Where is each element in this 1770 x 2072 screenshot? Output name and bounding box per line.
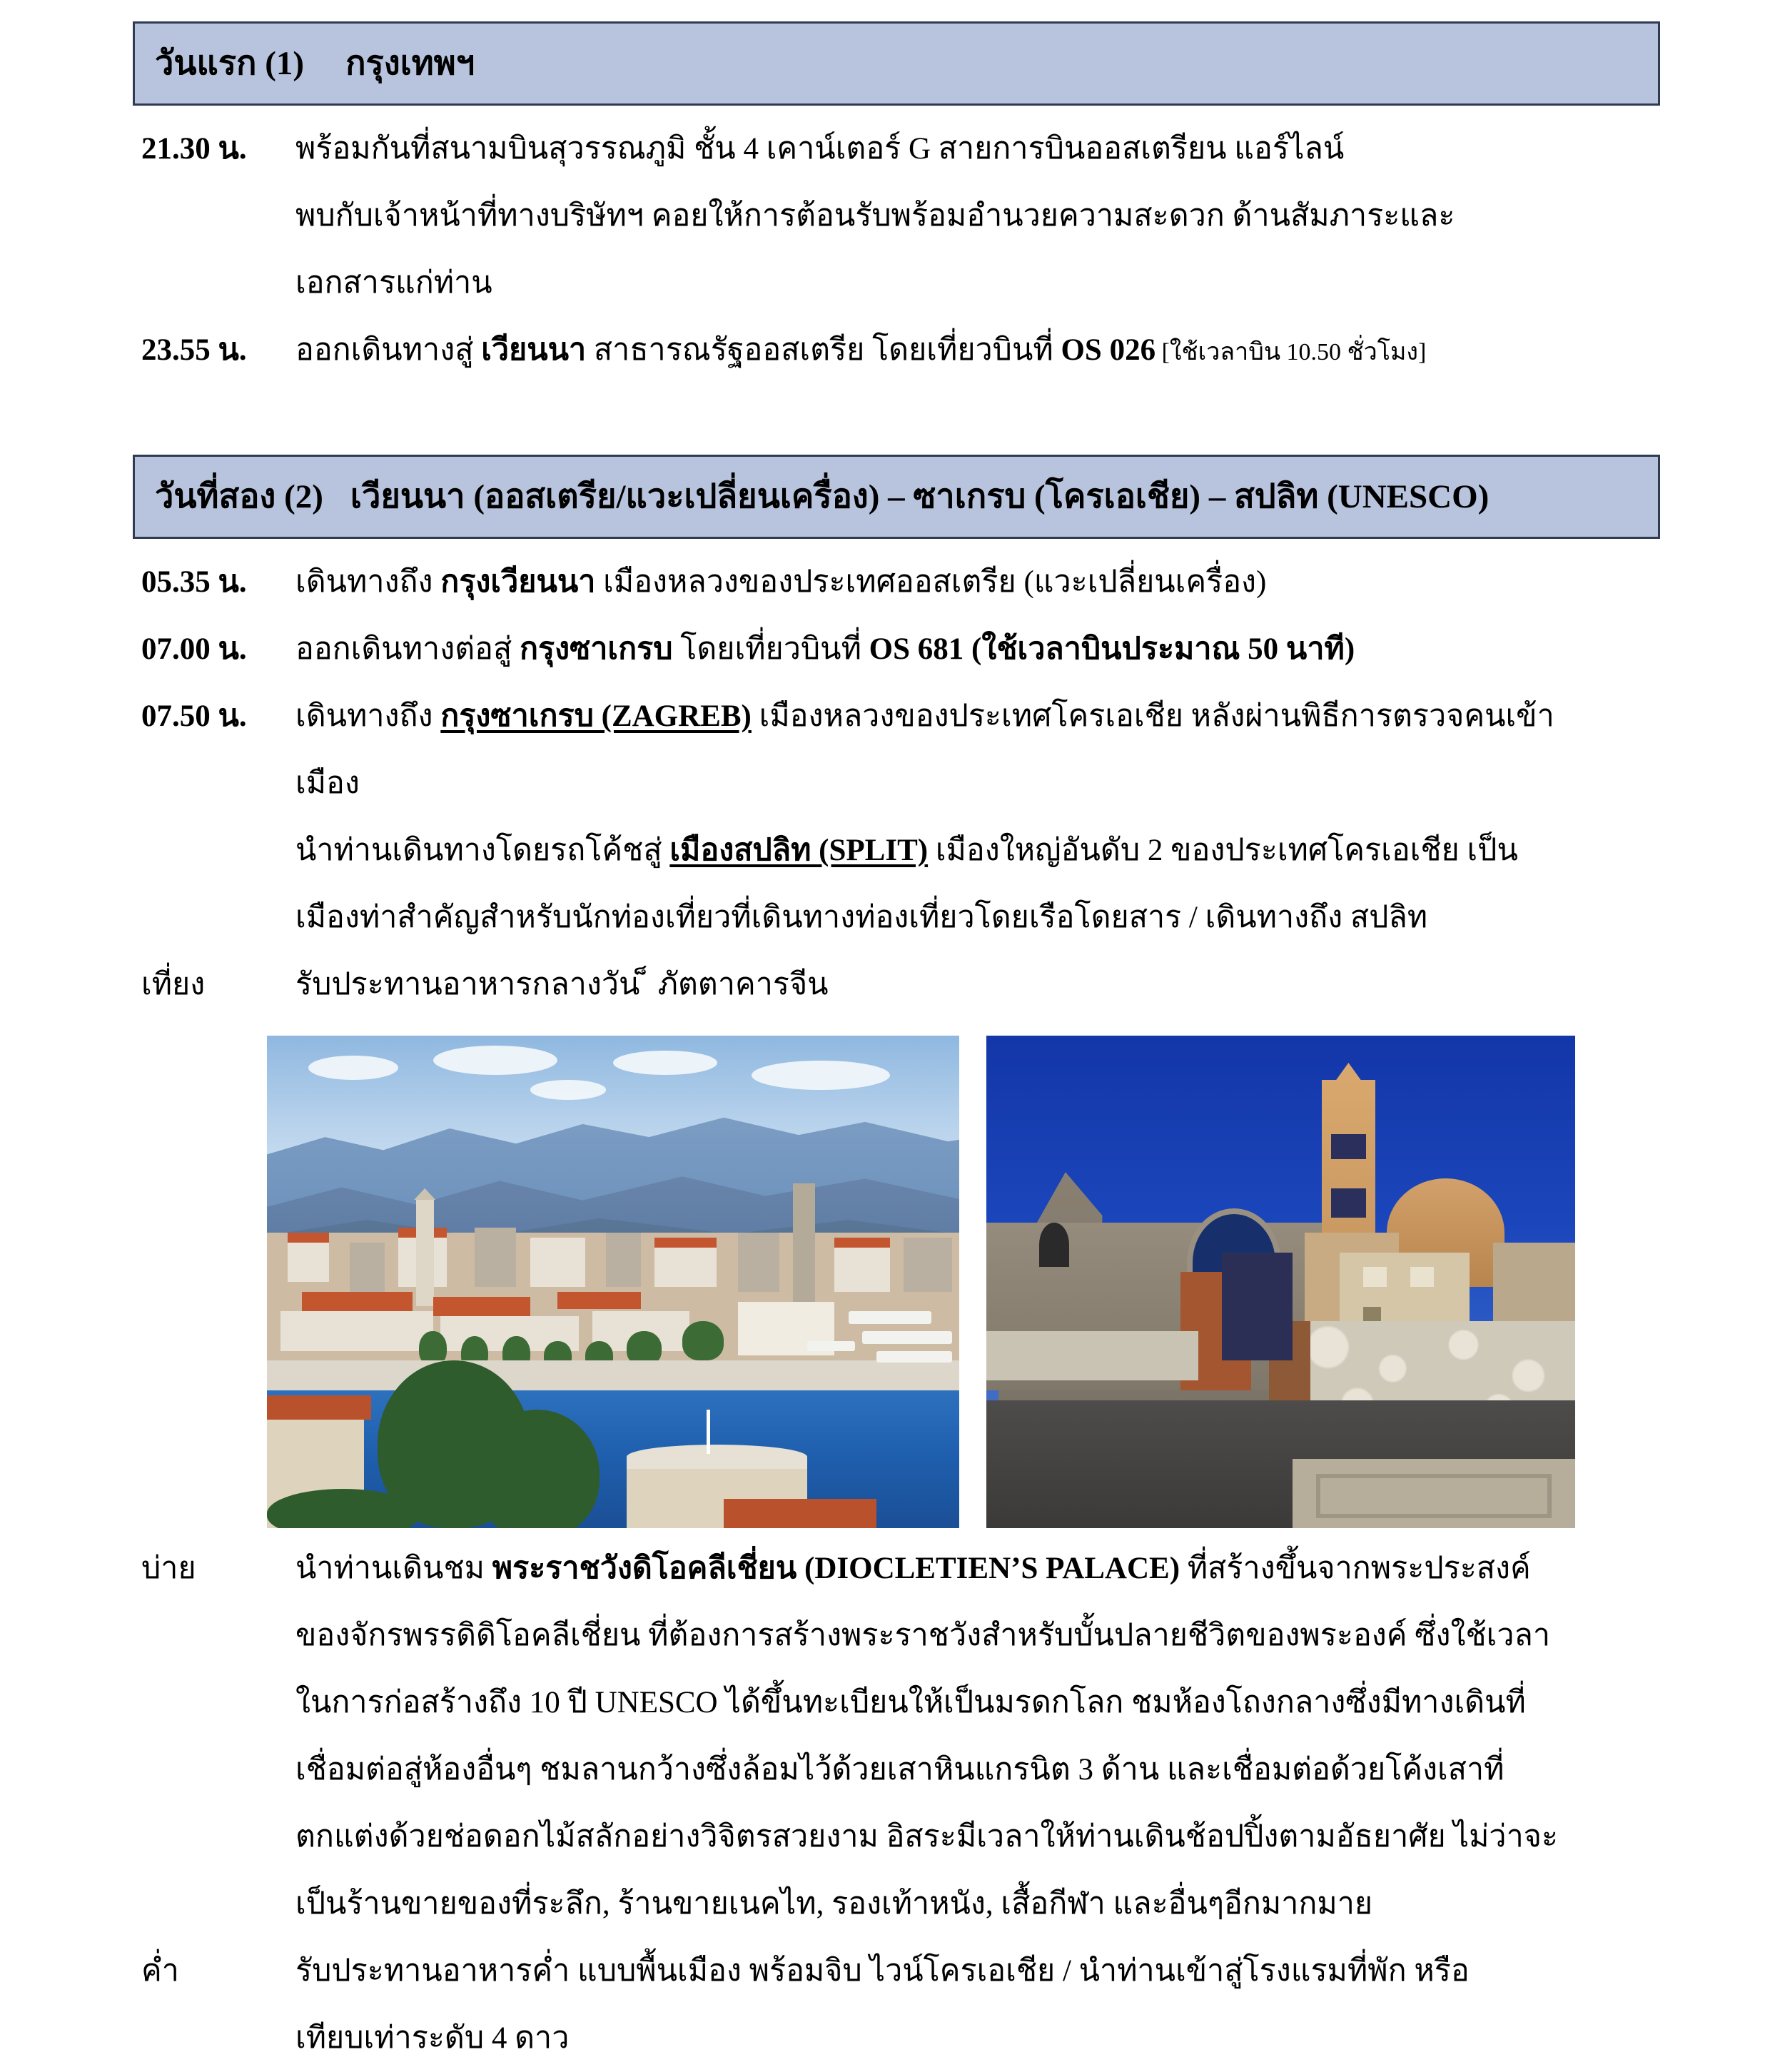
day2-entry-0535-line1 — [295, 549, 1660, 616]
diocletian-palace-photo — [986, 1036, 1575, 1528]
day1-entry-2130-line1: พร้อมกันที่สนามบินสุวรรณภูมิ ชั้น 4 เคาน์เตอร์ G สายการบินออสเตรียน แอร์ไลน์ — [295, 132, 1345, 166]
cloud-icon — [433, 1046, 558, 1075]
day2-entry-0700-line1 — [295, 616, 1660, 683]
day2-e1-post: เมืองหลวงของประเทศออสเตรีย (แวะเปลี่ยนเครื่อง) — [595, 565, 1267, 599]
day1-entry-2130-line3: เอกสารแก่ท่าน — [295, 266, 492, 300]
day2-dinner-line2: เทียบเท่าระดับ 4 ดาว — [295, 2021, 570, 2055]
day2-lunch-line1: รับประทานอาหารกลางวัน ็ ภัตตาคารจีน — [295, 968, 829, 1001]
cloud-icon — [530, 1080, 607, 1100]
day2-afternoon-line2: ของจักรพรรดิดิโอคลีเชี่ยน ที่ต้องการสร้างพระราชวังสำหรับบั้นปลายชีวิตของพระองค์ ซึ่งใช้เวลา — [295, 1619, 1550, 1652]
roof-cluster — [302, 1292, 413, 1312]
day1-entry-2130-time: 21.30 น. — [141, 132, 247, 166]
day2-afternoon-line3: ในการก่อสร้างถึง 10 ปี UNESCO ได้ขึ้นทะเบียนให้เป็นมรดกโลก ชมห้องโถงกลางซึ่งมีทางเดินที่ — [295, 1686, 1526, 1719]
day2-afternoon-desc — [295, 1535, 1660, 1938]
cloud-icon — [308, 1056, 398, 1081]
day2-entry-0750-line1 — [295, 683, 1660, 750]
building — [834, 1243, 890, 1292]
roof — [288, 1233, 329, 1243]
day2-entry-0700 — [133, 616, 1660, 683]
day2-entry-0750-line3 — [295, 817, 1660, 884]
day2-e3-pre: เดินทางถึง — [295, 699, 441, 733]
day2-entry-0535-desc — [295, 549, 1660, 616]
high-rise-tower — [793, 1183, 815, 1302]
day2-entry-0750-line4: เมืองท่าสำคัญสำหรับนักท่องเที่ยวที่เดินทางท่องเที่ยวโดยเรือโดยสาร / เดินทางถึง สปลิท — [295, 901, 1428, 934]
day1-flight-number: OS 026 — [1061, 333, 1156, 367]
day2-label: วันที่สอง (2) — [155, 477, 323, 515]
day1-title: กรุงเทพฯ — [345, 44, 475, 82]
waterfront-buildings — [280, 1311, 433, 1350]
day2-flight-number: OS 681 (ใช้เวลาบินประมาณ 50 นาที) — [869, 632, 1355, 666]
day2-title: เวียนนา (ออสเตรีย/แวะเปลี่ยนเครื่อง) – ซาเกรบ (โครเอเชีย) – สปลิท (UNESCO) — [350, 477, 1490, 515]
day2-e3-l3-post: เมืองใหญ่อันดับ 2 ของประเทศโครเอเชีย เป็น — [928, 834, 1518, 867]
section-gap — [133, 386, 1660, 455]
day2-entry-0700-time: 07.00 น. — [141, 632, 247, 666]
roof — [654, 1238, 717, 1248]
day2-header-bar — [133, 455, 1660, 539]
day2-entry-0535-time: 05.35 น. — [141, 565, 247, 599]
building — [288, 1238, 329, 1282]
day2-entry-0700-desc — [295, 616, 1660, 683]
day2-afternoon-line4: เชื่อมต่อสู่ห้องอื่นๆ ชมลานกว้างซึ่งล้อมไว้ด้วยเสาหินแกรนิต 3 ด้าน และเชื่อมต่อด้วยโค้งเสาที่ — [295, 1753, 1504, 1787]
day1-entry-2130-desc — [295, 116, 1660, 317]
foreground-tree — [475, 1410, 600, 1528]
day2-destination-zagreb: กรุงซาเกรบ — [519, 632, 673, 666]
harbour-promenade — [267, 1360, 959, 1390]
day2-dinner-desc — [295, 1938, 1660, 2072]
day2-e2-mid: โดยเที่ยวบินที่ — [672, 632, 869, 666]
roof-cluster — [557, 1292, 640, 1309]
building — [654, 1243, 717, 1287]
day1-entry-2355-desc — [295, 317, 1660, 386]
day1-entry-2130 — [133, 116, 1660, 317]
day2-afternoon-line6: เป็นร้านขายของที่ระลึก, ร้านขายเนคไท, รองเท้าหนัง, เสื้อกีฬา และอื่นๆอีกมากมาย — [295, 1887, 1373, 1921]
day2-e3-post: เมืองหลวงของประเทศโครเอเชีย หลังผ่านพิธีการตรวจคนเข้า — [751, 699, 1554, 733]
day1-entry-2355-pre: ออกเดินทางสู่ — [295, 333, 482, 367]
day2-dinner-line1: รับประทานอาหารค่ำ แบบพื้นเมือง พร้อมจิบ ไวน์โครเอเชีย / นำท่านเข้าสู่โรงแรมที่พัก หรือ — [295, 1954, 1470, 1988]
foreground-roof — [267, 1395, 371, 1420]
window — [1363, 1267, 1387, 1287]
building — [475, 1228, 516, 1287]
zagreb-link[interactable]: กรุงซาเกรบ (ZAGREB) — [440, 699, 752, 733]
day2-entry-0750-desc — [295, 683, 1660, 951]
day1-entry-2355-time: 23.55 น. — [141, 333, 247, 367]
day1-header-bar — [133, 21, 1660, 106]
day2-lunch-label: เที่ยง — [141, 968, 206, 1001]
yacht — [862, 1331, 952, 1344]
day1-entry-2355-line1 — [295, 317, 1660, 386]
diocletian-palace-name: พระราชวังดิโอคลีเชี่ยน (DIOCLETIEN’S PALACE) — [492, 1552, 1180, 1585]
building — [530, 1238, 586, 1287]
yacht — [876, 1351, 953, 1363]
day2-afternoon-post: ที่สร้างขึ้นจากพระประสงค์ — [1180, 1552, 1531, 1585]
day1-entry-2130-line2: พบกับเจ้าหน้าที่ทางบริษัทฯ คอยให้การต้อนรับพร้อมอำนวยความสะดวก ด้านสัมภาระและ — [295, 199, 1455, 233]
day1-entry-2355 — [133, 317, 1660, 386]
cloud-icon — [613, 1051, 717, 1076]
roof — [834, 1238, 890, 1248]
day1-destination-vienna: เวียนนา — [481, 333, 587, 367]
window — [1410, 1267, 1434, 1287]
document-content — [133, 21, 1660, 2072]
building — [738, 1233, 779, 1292]
building — [606, 1233, 641, 1287]
roof-cluster — [433, 1297, 530, 1317]
split-link[interactable]: เมืองสปลิท (SPLIT) — [669, 834, 929, 867]
pavement-outline — [1316, 1474, 1552, 1518]
day1-label: วันแรก (1) — [155, 44, 305, 82]
palm-tree — [682, 1321, 724, 1360]
day2-e3-l3-pre: นำท่านเดินทางโดยรถโค้ชสู่ — [295, 834, 670, 867]
mast — [707, 1410, 710, 1454]
day2-entry-0750-time: 07.50 น. — [141, 699, 247, 733]
day2-lunch-desc — [295, 951, 1660, 1019]
day2-afternoon-line1 — [295, 1535, 1660, 1602]
cloud-icon — [752, 1061, 890, 1090]
building — [904, 1238, 952, 1292]
split-panorama-photo — [267, 1036, 959, 1528]
day2-dinner-entry — [133, 1938, 1660, 2072]
day2-afternoon-pre: นำท่านเดินชม — [295, 1552, 492, 1585]
day2-lunch-entry — [133, 951, 1660, 1019]
yacht — [807, 1341, 856, 1351]
day2-entry-0750-line2: เมือง — [295, 767, 360, 800]
bell-tower-opening — [1331, 1134, 1367, 1159]
day2-afternoon-label: บ่าย — [141, 1552, 196, 1585]
bell-tower-opening — [1331, 1188, 1367, 1218]
doorway — [1222, 1253, 1293, 1361]
day2-destination-vienna: กรุงเวียนนา — [440, 565, 596, 599]
day2-afternoon-entry — [133, 1535, 1660, 1938]
building — [350, 1243, 385, 1292]
day2-afternoon-line5: ตกแต่งด้วยช่อดอกไม้สลักอย่างวิจิตรสวยงาม อิสระมีเวลาให้ท่านเดินช้อปปิ้งตามอัธยาศัย ไม่ว่าจะ — [295, 1820, 1559, 1854]
niche-opening — [1039, 1223, 1068, 1267]
day2-photo-row — [267, 1036, 1660, 1528]
day2-e1-pre: เดินทางถึง — [295, 565, 441, 599]
foreground-roof — [724, 1499, 876, 1528]
yacht — [849, 1311, 931, 1324]
day2-entry-0750 — [133, 683, 1660, 951]
day2-e2-pre: ออกเดินทางต่อสู่ — [295, 632, 520, 666]
low-stone-wall — [986, 1331, 1198, 1380]
campanile-tower — [416, 1198, 434, 1307]
day2-dinner-label: ค่ำ — [141, 1954, 179, 1988]
day1-entry-2355-mid: สาธารณรัฐออสเตรีย โดยเที่ยวบินที่ — [586, 333, 1061, 367]
day2-entry-0535 — [133, 549, 1660, 616]
rotunda-roof — [627, 1445, 806, 1470]
day1-flight-duration-note: [ใช้เวลาบิน 10.50 ชั่วโมง] — [1155, 339, 1427, 365]
